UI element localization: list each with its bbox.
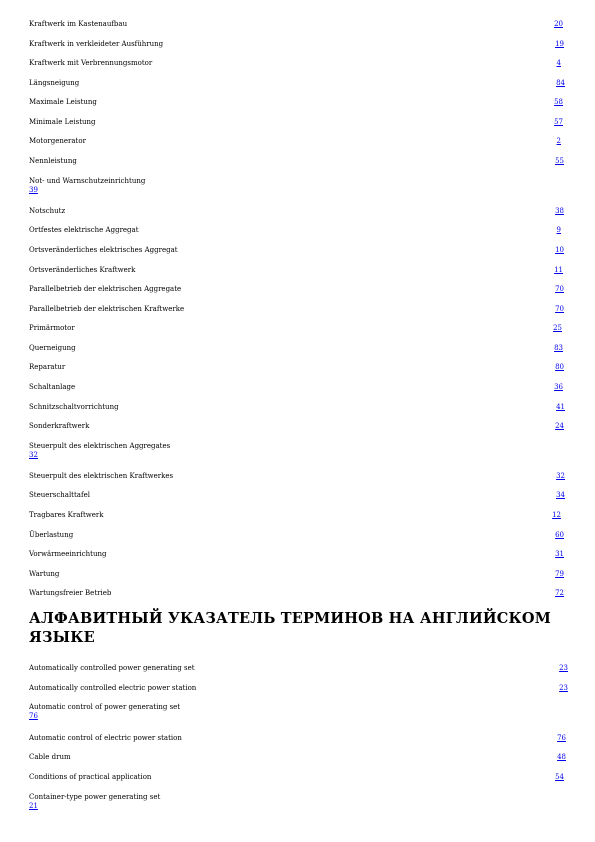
page-link[interactable]: 31: [555, 550, 564, 558]
page-link[interactable]: 83: [554, 344, 563, 352]
index-term: Automatically controlled electric power station: [29, 684, 197, 692]
page-link[interactable]: 32: [29, 451, 38, 459]
index-term: Schaltanlage: [29, 383, 76, 391]
index-term: Parallelbetrieb der elektrischen Aggregate: [29, 285, 182, 293]
index-term: Schnitzschaltvorrichtung: [29, 403, 119, 411]
page-link[interactable]: 36: [554, 383, 563, 391]
page-link[interactable]: 25: [553, 324, 562, 332]
page-link[interactable]: 38: [555, 207, 564, 215]
page-link[interactable]: 39: [29, 186, 38, 194]
index-term: Cable drum: [29, 753, 71, 761]
index-term: Reparatur: [29, 363, 66, 371]
index-term: Steuerschalttafel: [29, 491, 90, 499]
index-term: Ortsveränderliches elektrisches Aggregat: [29, 246, 178, 254]
page-link[interactable]: 10: [555, 246, 564, 254]
page-link[interactable]: 84: [556, 79, 565, 87]
page-link[interactable]: 23: [559, 664, 568, 672]
page-link[interactable]: 9: [556, 226, 561, 234]
page-link[interactable]: 72: [555, 589, 564, 597]
index-term: Notschutz: [29, 207, 66, 215]
index-term: Kraftwerk in verkleideter Ausführung: [29, 40, 164, 48]
page-link[interactable]: 23: [559, 684, 568, 692]
index-term: Not- und Warnschutzeinrichtung: [29, 177, 146, 185]
index-term: Sonderkraftwerk: [29, 422, 90, 430]
page-link[interactable]: 76: [29, 712, 38, 720]
index-entry: [29, 793, 569, 811]
index-term: Ortsveränderliches Kraftwerk: [29, 266, 136, 274]
index-term: Wartung: [29, 570, 60, 578]
index-term: Tragbares Kraftwerk: [29, 511, 104, 519]
index-term: Conditions of practical application: [29, 773, 152, 781]
index-term: Kraftwerk im Kastenaufbau: [29, 20, 128, 28]
page-link[interactable]: 80: [555, 363, 564, 371]
page-link[interactable]: 60: [555, 531, 564, 539]
page-link[interactable]: 34: [556, 491, 565, 499]
page-link[interactable]: 70: [555, 285, 564, 293]
page-link[interactable]: 70: [555, 305, 564, 313]
index-term: Steuerpult des elektrischen Kraftwerkes: [29, 472, 174, 480]
index-term: Minimale Leistung: [29, 118, 96, 126]
page-link[interactable]: 79: [555, 570, 564, 578]
page-link[interactable]: 48: [557, 753, 566, 761]
index-term: Querneigung: [29, 344, 76, 352]
page-link[interactable]: 76: [557, 734, 566, 742]
section-heading: АЛФАВИТНЫЙ УКАЗАТЕЛЬ ТЕРМИНОВ НА АНГЛИЙСКОМ ЯЗЫКЕ: [29, 610, 551, 646]
page-link[interactable]: 41: [556, 403, 565, 411]
index-term: Container-type power generating set: [29, 793, 161, 801]
index-term: Automatically controlled power generating set: [29, 664, 195, 672]
page-link[interactable]: 2: [556, 137, 561, 145]
index-term: Steuerpult des elektrischen Aggregates: [29, 442, 171, 450]
page-link[interactable]: 19: [555, 40, 564, 48]
page-link[interactable]: 20: [554, 20, 563, 28]
index-term: Automatic control of electric power station: [29, 734, 182, 742]
page-link[interactable]: 54: [555, 773, 564, 781]
index-term: Parallelbetrieb der elektrischen Kraftwerke: [29, 305, 185, 313]
page-link[interactable]: 21: [29, 802, 38, 810]
page-link[interactable]: 24: [555, 422, 564, 430]
index-term: Primärmotor: [29, 324, 75, 332]
index-term: Nennleistung: [29, 157, 77, 165]
page-link[interactable]: 58: [554, 98, 563, 106]
index-term: Ortfestes elektrische Aggregat: [29, 226, 139, 234]
page-link[interactable]: 12: [552, 511, 561, 519]
index-entry: [29, 442, 569, 460]
page-link[interactable]: 57: [554, 118, 563, 126]
page-link[interactable]: 11: [554, 266, 563, 274]
index-term: Wartungsfreier Betrieb: [29, 589, 112, 597]
index-term: Überlastung: [29, 531, 74, 539]
page-link[interactable]: 55: [555, 157, 564, 165]
index-entry: [29, 703, 569, 721]
index-term: Längsneigung: [29, 79, 80, 87]
index-term: Automatic control of power generating set: [29, 703, 181, 711]
index-term: Vorwärmeeinrichtung: [29, 550, 107, 558]
index-term: Kraftwerk mit Verbrennungsmotor: [29, 59, 153, 67]
index-term: Motorgenerator: [29, 137, 86, 145]
page-link[interactable]: 4: [556, 59, 561, 67]
page-link[interactable]: 32: [556, 472, 565, 480]
index-term: Maximale Leistung: [29, 98, 97, 106]
index-entry: [29, 177, 569, 195]
